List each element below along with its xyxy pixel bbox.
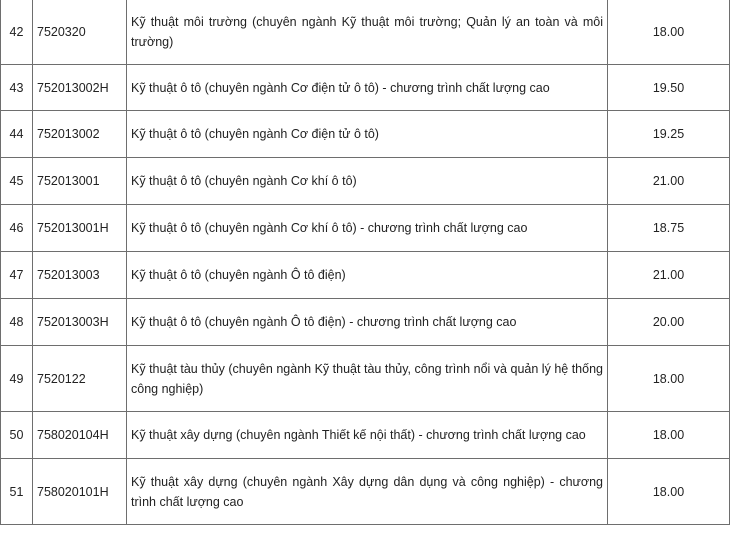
row-number: 44 (1, 111, 33, 158)
program-code: 752013001 (33, 158, 127, 205)
row-number: 45 (1, 158, 33, 205)
table-row (1, 205, 730, 252)
admission-score: 19.50 (608, 65, 730, 111)
program-code: 752013003H (33, 299, 127, 346)
program-code: 752013002H (33, 65, 127, 111)
program-code: 758020101H (33, 459, 127, 525)
row-number: 42 (1, 0, 33, 65)
program-name: Kỹ thuật ô tô (chuyên ngành Cơ khí ô tô) - chương trình chất lượng cao (127, 205, 608, 252)
table-row (1, 459, 730, 525)
program-name: Kỹ thuật ô tô (chuyên ngành Ô tô điện) - chương trình chất lượng cao (127, 299, 608, 346)
program-code: 752013003 (33, 252, 127, 299)
admission-score: 18.00 (608, 459, 730, 525)
program-code: 7520122 (33, 346, 127, 412)
row-number: 46 (1, 205, 33, 252)
program-name: Kỹ thuật ô tô (chuyên ngành Cơ điện tử ô tô) - chương trình chất lượng cao (127, 65, 608, 111)
program-code: 7520320 (33, 0, 127, 65)
table-row (1, 299, 730, 346)
program-name: Kỹ thuật tàu thủy (chuyên ngành Kỹ thuật tàu thủy, công trình nổi và quản lý hệ thống công nghiệp) (127, 346, 608, 412)
row-number: 43 (1, 65, 33, 111)
program-name: Kỹ thuật xây dựng (chuyên ngành Thiết kế nội thất) - chương trình chất lượng cao (127, 412, 608, 459)
table-row (1, 0, 730, 65)
program-name: Kỹ thuật xây dựng (chuyên ngành Xây dựng dân dụng và công nghiệp) - chương trình chất lượng cao (127, 459, 608, 525)
table-row (1, 346, 730, 412)
admission-score: 20.00 (608, 299, 730, 346)
admission-score: 18.00 (608, 0, 730, 65)
program-code: 752013002 (33, 111, 127, 158)
row-number: 47 (1, 252, 33, 299)
program-name: Kỹ thuật ô tô (chuyên ngành Cơ điện tử ô tô) (127, 111, 608, 158)
program-name: Kỹ thuật môi trường (chuyên ngành Kỹ thuật môi trường; Quản lý an toàn và môi trường) (127, 0, 608, 65)
table-row (1, 111, 730, 158)
row-number: 50 (1, 412, 33, 459)
program-name: Kỹ thuật ô tô (chuyên ngành Cơ khí ô tô) (127, 158, 608, 205)
admission-score: 21.00 (608, 158, 730, 205)
table-row (1, 65, 730, 111)
admission-score: 21.00 (608, 252, 730, 299)
admission-score: 18.75 (608, 205, 730, 252)
table-row (1, 412, 730, 459)
row-number: 49 (1, 346, 33, 412)
program-name: Kỹ thuật ô tô (chuyên ngành Ô tô điện) (127, 252, 608, 299)
admission-score: 18.00 (608, 346, 730, 412)
admission-score: 19.25 (608, 111, 730, 158)
admission-score: 18.00 (608, 412, 730, 459)
table-row (1, 252, 730, 299)
program-code: 752013001H (33, 205, 127, 252)
table-row (1, 158, 730, 205)
program-code: 758020104H (33, 412, 127, 459)
row-number: 51 (1, 459, 33, 525)
row-number: 48 (1, 299, 33, 346)
